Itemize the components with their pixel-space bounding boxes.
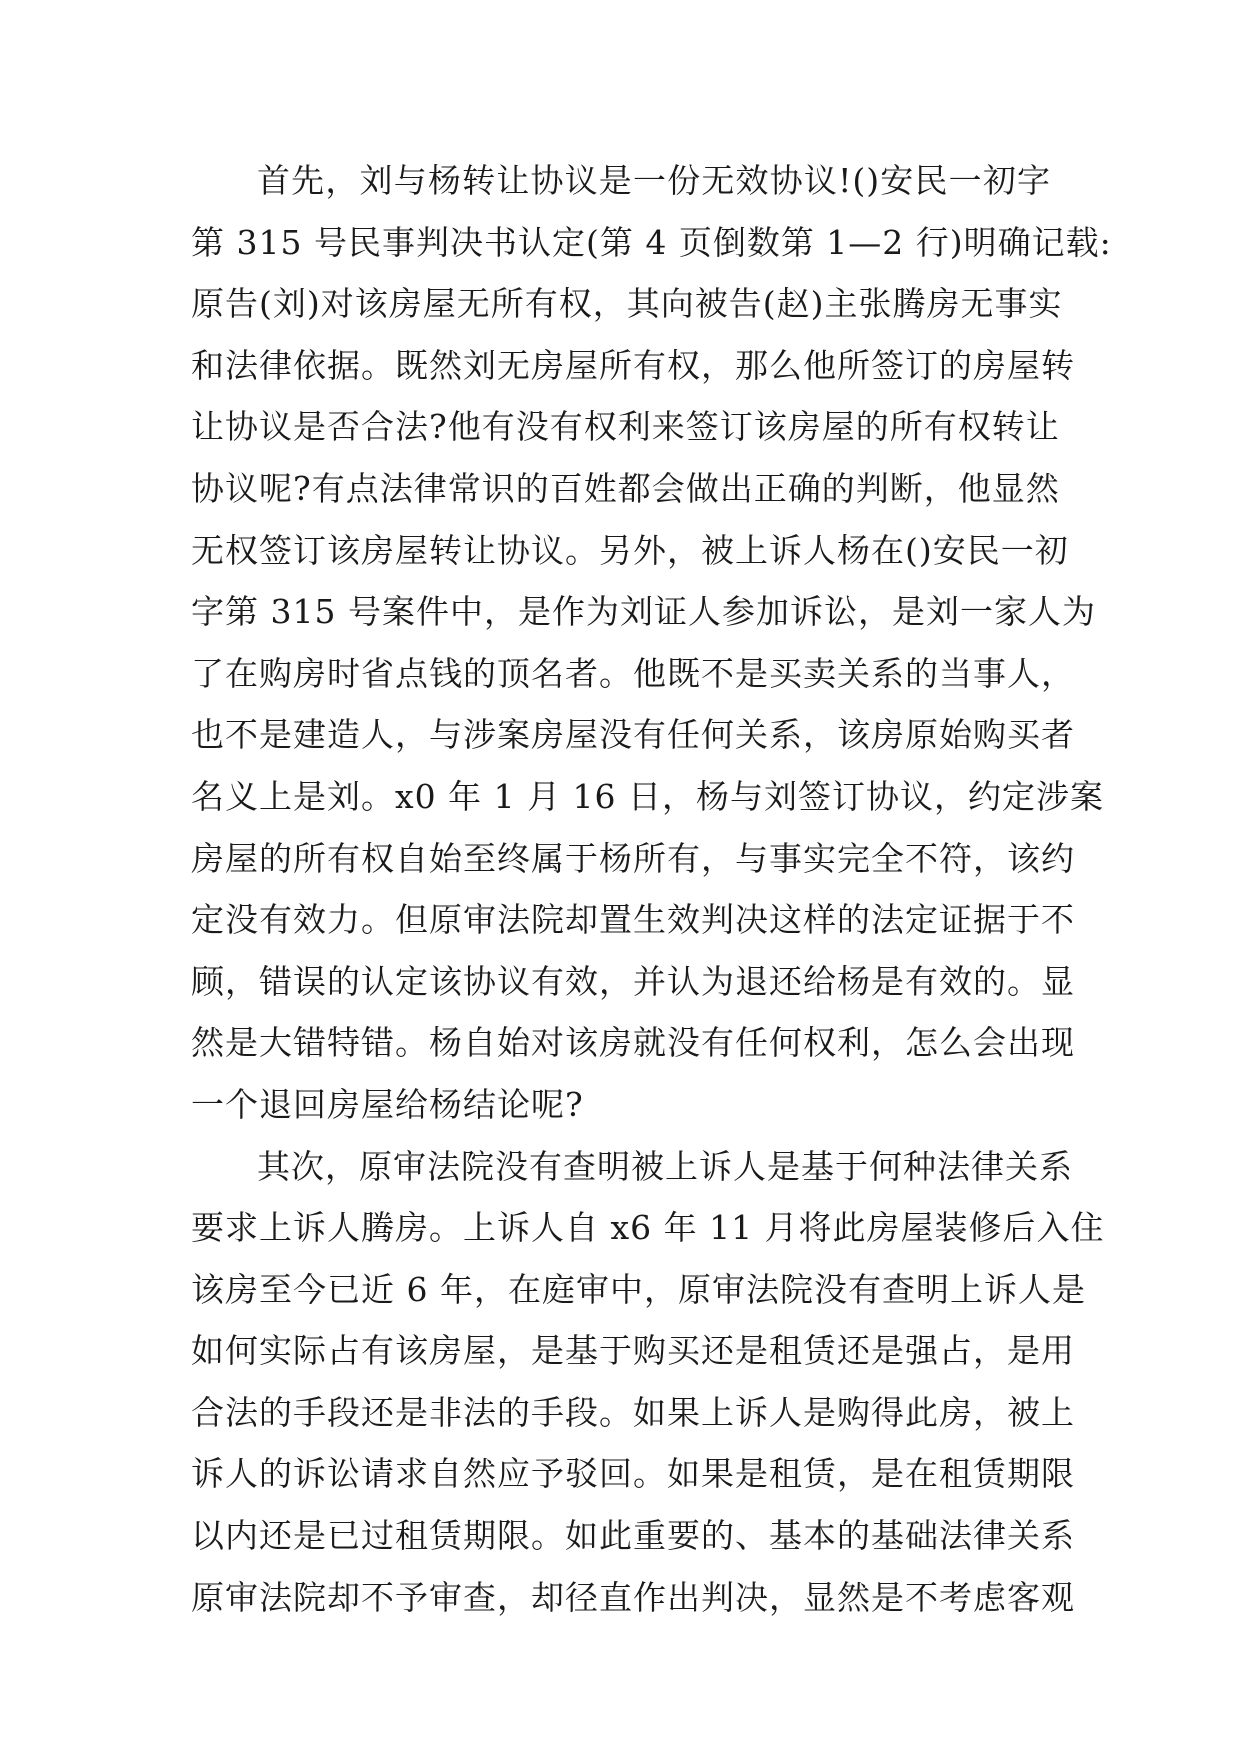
text-line: 和法律依据。既然刘无房屋所有权，那么他所签订的房屋转 <box>191 345 1075 385</box>
text-line: 首先，刘与杨转让协议是一份无效协议!()安民一初字 <box>257 161 1051 200</box>
text-line: 一个退回房屋给杨结论呢? <box>191 1084 584 1124</box>
text-line: 合法的手段还是非法的手段。如果上诉人是购得此房，被上 <box>191 1392 1075 1432</box>
text-line: 字第 315 号案件中，是作为刘证人参加诉讼，是刘一家人为 <box>191 592 1096 632</box>
text-line: 诉人的诉讼请求自然应予驳回。如果是租赁，是在租赁期限 <box>191 1454 1075 1494</box>
text-line: 也不是建造人，与涉案房屋没有任何关系，该房原始购买者 <box>191 715 1075 755</box>
text-line: 该房至今已近 6 年，在庭审中，原审法院没有查明上诉人是 <box>191 1269 1086 1309</box>
text-line: 原告(刘)对该房屋无所有权，其向被告(赵)主张腾房无事实 <box>191 284 1063 324</box>
text-line: 以内还是已过租赁期限。如此重要的、基本的基础法律关系 <box>191 1516 1075 1556</box>
text-line: 协议呢?有点法律常识的百姓都会做出正确的判断，他显然 <box>191 468 1060 508</box>
document-body <box>191 150 1112 1628</box>
text-line: 无权签订该房屋转让协议。另外，被上诉人杨在()安民一初 <box>191 530 1069 570</box>
text-line: 顾，错误的认定该协议有效，并认为退还给杨是有效的。显 <box>191 961 1075 1001</box>
text-line: 第 315 号民事判决书认定(第 4 页倒数第 1—2 行)明确记载: <box>191 222 1112 262</box>
text-line: 其次，原审法院没有查明被上诉人是基于何种法律关系 <box>257 1146 1073 1186</box>
paragraph-1 <box>191 150 1112 1136</box>
text-line: 房屋的所有权自始至终属于杨所有，与事实完全不符，该约 <box>191 838 1075 878</box>
text-line: 名义上是刘。x0 年 1 月 16 日，杨与刘签订协议，约定涉案 <box>191 776 1105 816</box>
text-line: 原审法院却不予审查，却径直作出判决，显然是不考虑客观 <box>191 1577 1075 1617</box>
text-line: 了在购房时省点钱的顶名者。他既不是买卖关系的当事人， <box>191 653 1075 693</box>
text-line: 要求上诉人腾房。上诉人自 x6 年 11 月将此房屋装修后入住 <box>191 1208 1105 1248</box>
text-line: 让协议是否合法?他有没有权利来签订该房屋的所有权转让 <box>191 407 1060 447</box>
paragraph-2 <box>191 1136 1105 1629</box>
text-line: 如何实际占有该房屋，是基于购买还是租赁还是强占，是用 <box>191 1331 1075 1371</box>
text-line: 定没有效力。但原审法院却置生效判决这样的法定证据于不 <box>191 900 1075 940</box>
text-line: 然是大错特错。杨自始对该房就没有任何权利，怎么会出现 <box>191 1023 1075 1063</box>
